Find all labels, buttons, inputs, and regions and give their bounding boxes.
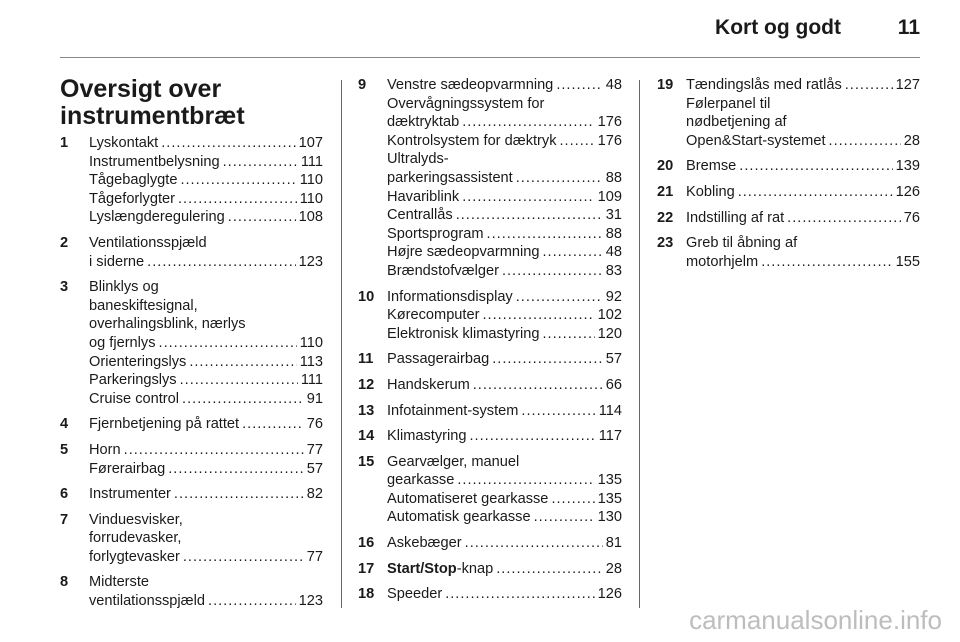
- entry-number: 1: [60, 135, 69, 151]
- entry-line[interactable]: [686, 132, 920, 151]
- entry-text: Venstre sædeopvarmning: [387, 77, 554, 93]
- entry-text: Førerairbag: [89, 460, 166, 477]
- header-title: Kort og godt: [715, 16, 841, 39]
- dot-leader: [556, 76, 602, 95]
- index-entry: [60, 134, 323, 227]
- index-entry: [358, 534, 622, 553]
- entry-number: 4: [60, 416, 69, 433]
- entry-text: Instrumentbelysning: [89, 153, 220, 170]
- entry-line[interactable]: [387, 169, 622, 188]
- entry-line[interactable]: [387, 206, 622, 225]
- entry-text: Instrumenter: [89, 486, 171, 503]
- entry-line: [387, 150, 622, 169]
- entry-line: [89, 511, 323, 530]
- entry-line[interactable]: [387, 325, 622, 344]
- entry-text: i siderne: [89, 253, 145, 270]
- page-reference[interactable]: 123: [298, 593, 323, 610]
- entry-line[interactable]: [686, 209, 920, 228]
- entry-text: Tændingslås med ratlås: [686, 77, 842, 93]
- entry-text: Centrallås: [387, 207, 453, 224]
- entry-line: [686, 95, 920, 114]
- entry-text: og fjernlys: [89, 334, 156, 351]
- dot-leader: [473, 376, 603, 395]
- entry-text: Midterste: [89, 574, 150, 591]
- entry-text: Automatisk gearkasse: [387, 509, 531, 526]
- page-reference[interactable]: 83: [605, 262, 622, 279]
- entry-text: ventilationsspjæld: [89, 593, 206, 610]
- entry-text: Parkeringslys: [89, 372, 177, 389]
- entry-line[interactable]: [89, 153, 323, 172]
- entry-text: Cruise control: [89, 390, 180, 407]
- entry-text: Elektronisk klimastyring: [387, 325, 540, 342]
- entry-line[interactable]: [387, 471, 622, 490]
- entry-text: Ultralyds-: [387, 151, 449, 168]
- page-reference[interactable]: 123: [298, 253, 323, 270]
- index-entry: [657, 183, 920, 202]
- entry-text: Højre sædeopvarmning: [387, 244, 540, 261]
- header-rule: [60, 57, 920, 58]
- page-reference[interactable]: 28: [605, 560, 622, 577]
- entry-line[interactable]: [387, 262, 622, 281]
- entry-number: 18: [358, 586, 375, 603]
- dot-leader: [462, 113, 594, 132]
- index-entry: [60, 234, 323, 271]
- entry-text: Bremse: [686, 158, 737, 175]
- entry-text: Gearvælger, manuel: [387, 453, 520, 470]
- entry-line[interactable]: [387, 427, 622, 446]
- entry-line[interactable]: [387, 225, 622, 244]
- dot-leader: [502, 262, 603, 281]
- entry-text: Greb til åbning af: [686, 235, 798, 252]
- entry-text: Kørecomputer: [387, 307, 480, 324]
- entry-text: forrudevasker,: [89, 530, 182, 547]
- page-header: [0, 0, 960, 60]
- dot-leader: [161, 134, 295, 153]
- entry-number: 2: [60, 234, 69, 251]
- page-reference[interactable]: 135: [597, 472, 622, 489]
- index-entry: [358, 560, 622, 579]
- entry-number: 13: [358, 402, 375, 419]
- entry-line[interactable]: [89, 353, 323, 372]
- entry-text: Open&Start-systemet: [686, 132, 826, 149]
- entry-number: 6: [60, 486, 69, 503]
- entry-text: gearkasse: [387, 472, 455, 489]
- entry-number: 8: [60, 574, 69, 591]
- dot-leader: [551, 490, 594, 509]
- page-reference[interactable]: 92: [605, 288, 622, 305]
- entry-text: motorhjelm: [686, 253, 759, 270]
- entry-number: 17: [358, 560, 375, 577]
- entry-line: [686, 234, 920, 253]
- page-reference[interactable]: 111: [300, 372, 323, 389]
- entry-text-rest: -knap: [456, 560, 494, 577]
- entry-line[interactable]: [387, 288, 622, 307]
- dot-leader: [228, 208, 296, 227]
- page-reference[interactable]: 28: [903, 132, 920, 149]
- entry-text: Overvågningssystem for: [387, 95, 545, 112]
- dot-leader: [761, 253, 892, 272]
- entry-line[interactable]: [387, 113, 622, 132]
- dot-leader: [180, 371, 298, 390]
- entry-line[interactable]: [387, 132, 622, 151]
- watermark-text: carmanualsonline.info: [689, 605, 942, 635]
- page-reference[interactable]: 81: [605, 535, 622, 552]
- entry-line[interactable]: [89, 208, 323, 227]
- dot-leader: [445, 585, 594, 604]
- index-entry: [60, 573, 323, 610]
- page-reference[interactable]: 91: [306, 390, 323, 407]
- index-entry: [358, 427, 622, 446]
- entry-text: parkeringsassistent: [387, 169, 513, 186]
- entry-text: [387, 560, 493, 579]
- entry-text: nødbetjening af: [686, 114, 787, 131]
- entry-text: dæktryktab: [387, 114, 460, 131]
- dot-leader: [787, 209, 901, 228]
- entry-text: Handskerum: [387, 376, 470, 393]
- page-reference[interactable]: 110: [299, 334, 323, 351]
- entry-text: Fjernbetjening på rattet: [89, 416, 240, 433]
- entry-line[interactable]: [387, 585, 622, 604]
- page-reference[interactable]: 176: [597, 114, 622, 131]
- entry-line: [89, 297, 323, 316]
- page-reference[interactable]: 57: [605, 351, 622, 368]
- entry-text: overhalingsblink, nærlys: [89, 316, 246, 333]
- entry-line[interactable]: [387, 402, 622, 421]
- page-reference[interactable]: 109: [597, 188, 622, 205]
- entry-line[interactable]: [89, 441, 323, 460]
- dot-leader: [456, 206, 603, 225]
- dot-leader: [178, 190, 297, 209]
- entry-text-bold: Start/Stop: [387, 560, 457, 577]
- entry-number: 14: [358, 428, 375, 445]
- entry-text: Blinklys og: [89, 279, 159, 296]
- entry-text: Tågeforlygter: [89, 190, 175, 207]
- entry-line: [89, 278, 323, 297]
- entry-line[interactable]: [387, 376, 622, 395]
- dot-leader: [462, 188, 594, 207]
- dot-leader: [242, 415, 304, 434]
- dot-leader: [534, 508, 595, 527]
- dot-leader: [482, 306, 594, 325]
- page-reference[interactable]: 77: [306, 441, 323, 458]
- entry-number: 7: [60, 511, 69, 528]
- entry-number: 22: [657, 209, 674, 226]
- index-entry: [60, 511, 323, 567]
- index-column-2: [358, 76, 622, 611]
- page-reference[interactable]: 111: [300, 153, 323, 170]
- page-reference[interactable]: 88: [605, 169, 622, 186]
- entry-number: 15: [358, 453, 375, 470]
- dot-leader: [543, 243, 603, 262]
- dot-leader: [845, 76, 893, 95]
- entry-number: 5: [60, 441, 69, 458]
- dot-leader: [159, 334, 297, 353]
- page-reference[interactable]: 48: [605, 77, 622, 93]
- page-reference[interactable]: 57: [306, 460, 323, 477]
- dot-leader: [189, 353, 296, 372]
- page-reference[interactable]: 126: [597, 586, 622, 603]
- page-number: 11: [897, 16, 920, 39]
- index-entry: [358, 376, 622, 395]
- entry-line[interactable]: [89, 334, 323, 353]
- entry-text: Sportsprogram: [387, 225, 484, 242]
- page-reference[interactable]: 117: [598, 428, 622, 445]
- entry-text: Kobling: [686, 183, 735, 200]
- entry-number: 10: [358, 288, 375, 305]
- entry-text: Passagerairbag: [387, 351, 490, 368]
- dot-leader: [457, 471, 594, 490]
- entry-line[interactable]: [89, 190, 323, 209]
- entry-text: Orienteringslys: [89, 353, 187, 370]
- entry-number: 11: [358, 351, 374, 368]
- entry-line: [89, 315, 323, 334]
- page-reference[interactable]: 114: [598, 402, 622, 419]
- dot-leader: [182, 390, 304, 409]
- entry-number: 23: [657, 235, 674, 252]
- entry-text: Lyskontakt: [89, 135, 159, 151]
- index-entry: [60, 485, 323, 504]
- entry-line[interactable]: [89, 592, 323, 611]
- dot-leader: [492, 350, 603, 369]
- entry-line: [89, 529, 323, 548]
- dot-leader: [208, 592, 296, 611]
- entry-line[interactable]: [387, 508, 622, 527]
- page-reference[interactable]: 108: [298, 209, 323, 226]
- entry-line[interactable]: [89, 371, 323, 390]
- entry-line: [387, 95, 622, 114]
- dot-leader: [465, 534, 603, 553]
- dot-leader: [174, 485, 304, 504]
- dot-leader: [124, 441, 304, 460]
- entry-line: [89, 573, 323, 592]
- entry-text: Horn: [89, 441, 121, 458]
- entry-line[interactable]: [387, 76, 622, 95]
- column-divider: [341, 80, 342, 608]
- page-reference[interactable]: 120: [597, 325, 622, 342]
- entry-text: Følerpanel til: [686, 95, 771, 112]
- entry-line[interactable]: [89, 485, 323, 504]
- entry-line: [686, 113, 920, 132]
- section-title: [60, 76, 323, 130]
- page-reference[interactable]: 135: [597, 490, 622, 507]
- dot-leader: [738, 183, 893, 202]
- entry-line[interactable]: [387, 350, 622, 369]
- entry-line[interactable]: [89, 460, 323, 479]
- entry-text: Askebæger: [387, 535, 462, 552]
- page-reference[interactable]: 88: [605, 225, 622, 242]
- entry-text: Ventilationsspjæld: [89, 234, 207, 251]
- page-reference[interactable]: 139: [895, 158, 920, 175]
- entry-line[interactable]: [387, 560, 622, 579]
- index-entry: [657, 76, 920, 150]
- entry-line[interactable]: [686, 157, 920, 176]
- entry-line: [89, 234, 323, 253]
- dot-leader: [516, 288, 603, 307]
- entry-text: Speeder: [387, 586, 443, 603]
- page-reference[interactable]: 66: [605, 376, 622, 393]
- dot-leader: [521, 402, 595, 421]
- entry-number: 16: [358, 535, 375, 552]
- entry-line[interactable]: [686, 183, 920, 202]
- page-reference[interactable]: 110: [299, 172, 323, 189]
- dot-leader: [542, 325, 594, 344]
- dot-leader: [223, 153, 298, 172]
- entry-text: Tågebaglygte: [89, 172, 178, 189]
- entry-line[interactable]: [89, 253, 323, 272]
- index-entry: [358, 585, 622, 604]
- dot-leader: [560, 132, 595, 151]
- entry-line[interactable]: [686, 253, 920, 272]
- entry-line[interactable]: [686, 76, 920, 95]
- entry-text: Brændstofvælger: [387, 262, 499, 279]
- index-entry: [657, 209, 920, 228]
- index-entry: [358, 402, 622, 421]
- entry-number: 21: [657, 183, 674, 200]
- entry-number: 3: [60, 279, 69, 296]
- index-entry: [60, 441, 323, 478]
- entry-number: 9: [358, 77, 367, 93]
- entry-text: Indstilling af rat: [686, 209, 785, 226]
- dot-leader: [180, 171, 296, 190]
- entry-line[interactable]: [89, 390, 323, 409]
- index-column-1: [60, 76, 323, 618]
- section-title-line: instrumentbræt: [60, 102, 245, 130]
- page-reference[interactable]: 48: [605, 244, 622, 261]
- page-reference[interactable]: 155: [895, 253, 920, 270]
- entry-text: Vinduesvisker,: [89, 511, 183, 528]
- column-divider: [639, 80, 640, 608]
- entry-number: 20: [657, 158, 674, 175]
- index-entry: [358, 76, 622, 281]
- entry-line[interactable]: [387, 243, 622, 262]
- entry-text: Informationsdisplay: [387, 288, 513, 305]
- index-entry: [358, 288, 622, 344]
- entry-line[interactable]: [89, 171, 323, 190]
- page-reference[interactable]: 77: [306, 548, 323, 565]
- index-entry: [358, 350, 622, 369]
- entry-number: 19: [657, 77, 674, 93]
- entry-line[interactable]: [89, 548, 323, 567]
- dot-leader: [183, 548, 304, 567]
- entry-text: Lyslængderegulering: [89, 209, 225, 226]
- entry-text: Klimastyring: [387, 428, 467, 445]
- page-reference[interactable]: 31: [605, 207, 622, 224]
- page-reference[interactable]: 107: [298, 135, 323, 151]
- page-reference[interactable]: 130: [597, 509, 622, 526]
- entry-number: 12: [358, 376, 375, 393]
- page-reference[interactable]: 102: [597, 307, 622, 324]
- section-title-line: Oversigt over: [60, 75, 222, 103]
- dot-leader: [168, 460, 304, 479]
- entry-line[interactable]: [387, 188, 622, 207]
- index-entry: [60, 278, 323, 408]
- entry-line[interactable]: [89, 134, 323, 153]
- dot-leader: [516, 169, 603, 188]
- entry-text: Automatiseret gearkasse: [387, 490, 549, 507]
- dot-leader: [487, 225, 603, 244]
- index-entry: [657, 234, 920, 271]
- entry-text: Havariblink: [387, 188, 460, 205]
- dot-leader: [829, 132, 901, 151]
- index-entry: [358, 453, 622, 527]
- entry-text: forlygtevasker: [89, 548, 180, 565]
- entry-line[interactable]: [387, 490, 622, 509]
- entry-text: Kontrolsystem for dæktryk: [387, 132, 557, 149]
- page-reference[interactable]: 127: [895, 77, 920, 93]
- index-entry: [60, 415, 323, 434]
- page-reference[interactable]: 110: [299, 190, 323, 207]
- entry-line[interactable]: [89, 415, 323, 434]
- page-reference[interactable]: 76: [903, 209, 920, 226]
- entry-text: Infotainment-system: [387, 402, 519, 419]
- entry-line: [387, 453, 622, 472]
- page-reference[interactable]: 82: [306, 486, 323, 503]
- entry-line[interactable]: [387, 534, 622, 553]
- entry-text: baneskiftesignal,: [89, 297, 198, 314]
- page-reference[interactable]: 113: [299, 353, 323, 370]
- dot-leader: [147, 253, 295, 272]
- page-reference[interactable]: 176: [597, 132, 622, 149]
- page-reference[interactable]: 76: [306, 416, 323, 433]
- dot-leader: [496, 560, 603, 579]
- dot-leader: [739, 157, 892, 176]
- index-column-3: [657, 76, 920, 278]
- dot-leader: [469, 427, 595, 446]
- index-entry: [657, 157, 920, 176]
- page-reference[interactable]: 126: [895, 183, 920, 200]
- entry-line[interactable]: [387, 306, 622, 325]
